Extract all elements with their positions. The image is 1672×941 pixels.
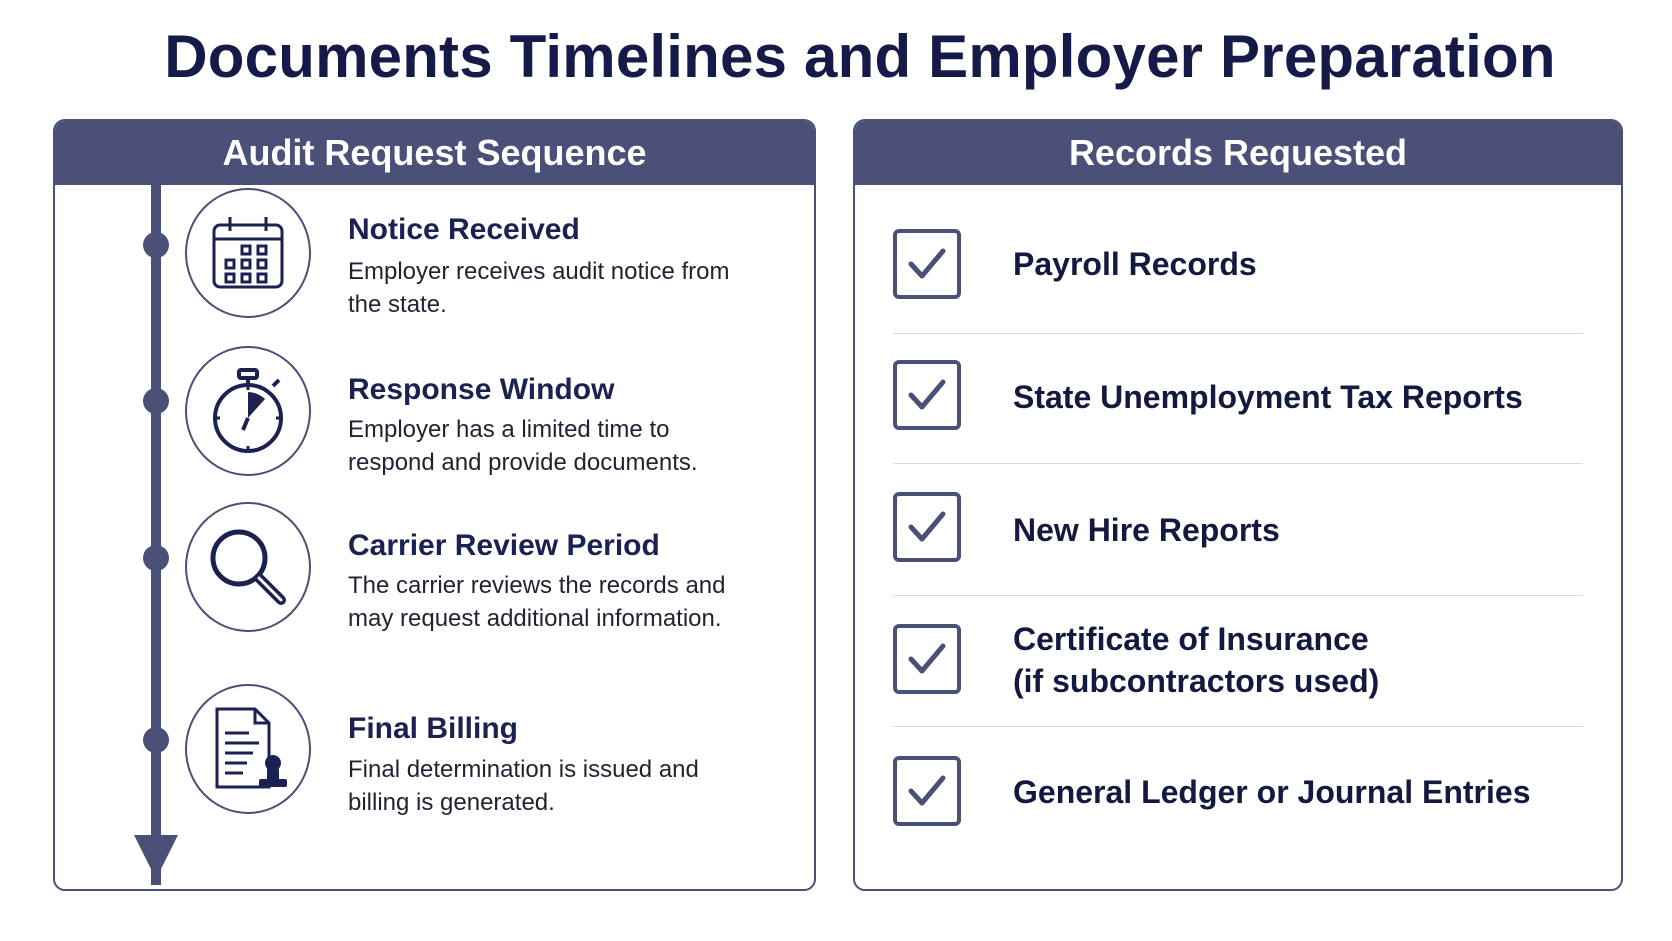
checkbox-checked-icon [893,492,961,562]
record-item [893,621,1583,708]
checkbox-checked-icon [893,360,961,430]
document-stamp-icon [185,684,311,814]
timeline-dot [143,388,169,414]
record-label: State Unemployment Tax Reports [1013,379,1523,415]
record-label: New Hire Reports [1013,512,1280,548]
record-item [893,229,1583,305]
checkbox-checked-icon [893,229,961,299]
divider [893,463,1583,464]
stopwatch-icon [185,346,311,476]
timeline-arrow-icon [134,835,178,879]
step-title: Carrier Review Period [348,529,660,562]
records-requested-panel [853,119,1623,891]
magnifying-glass-icon [185,502,311,632]
page-title: Documents Timelines and Employer Preparation [164,23,1556,90]
divider [893,595,1583,596]
checkbox-checked-icon [893,624,961,694]
step-description: The carrier reviews the records and may request additional information. [348,572,726,632]
record-item [893,756,1583,832]
step-title: Response Window [348,373,615,406]
audit-request-sequence-header: Audit Request Sequence [55,121,814,185]
checkbox-checked-icon [893,756,961,826]
divider [893,726,1583,727]
records-requested-header: Records Requested [855,121,1621,185]
step-title: Notice Received [348,213,580,246]
timeline-line [151,185,161,885]
timeline-dot [143,727,169,753]
step-description: Employer has a limited time to respond and provide documents. [348,416,698,476]
step-title: Final Billing [348,712,518,745]
record-label [1013,618,1379,702]
step-description: Final determination is issued and billing is generated. [348,756,699,816]
timeline-dot [143,545,169,571]
divider [893,333,1583,334]
record-item [893,492,1583,568]
calendar-icon [185,188,311,318]
record-label: Payroll Records [1013,246,1257,282]
timeline-dot [143,232,169,258]
record-item [893,360,1583,436]
record-label: General Ledger or Journal Entries [1013,774,1531,810]
record-label-line: Certificate of Insurance [1013,621,1369,657]
step-description: Employer receives audit notice from the state. [348,258,730,318]
audit-request-sequence-panel [53,119,816,891]
record-label-line: (if subcontractors used) [1013,663,1380,699]
